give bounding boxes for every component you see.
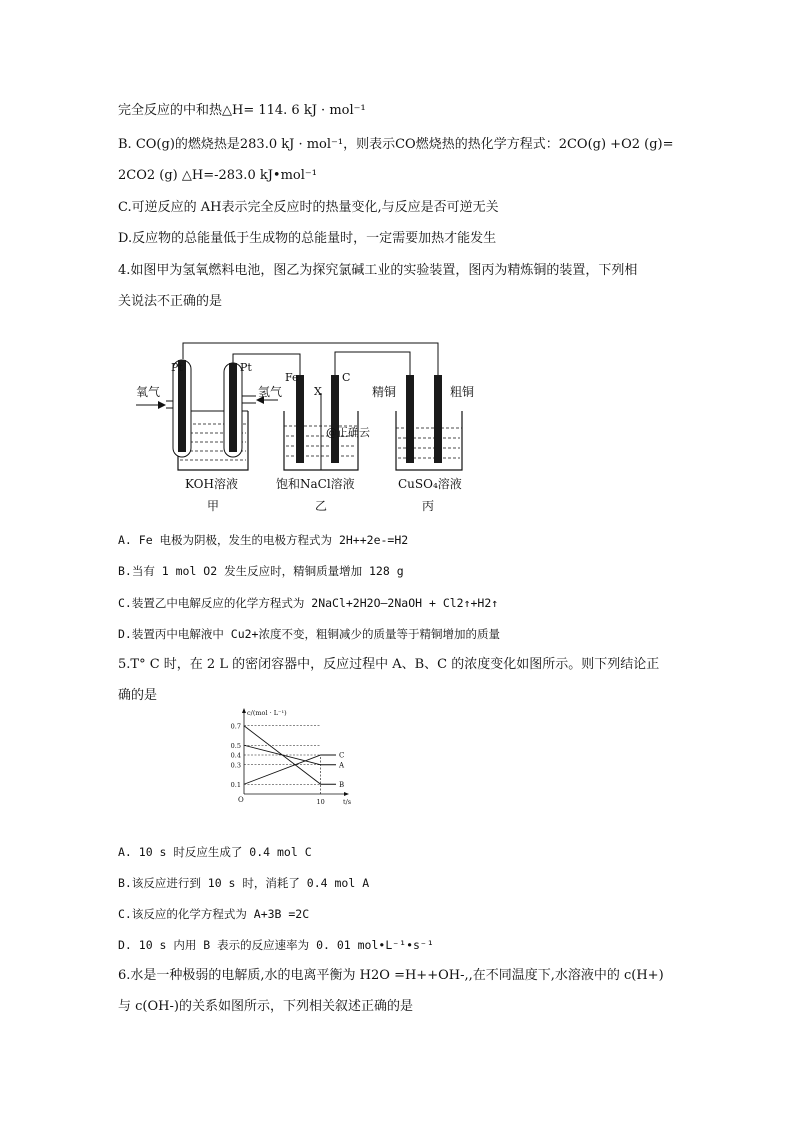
label-pt-left: Pt [171, 361, 183, 374]
question-4-stem-2: 关说法不正确的是 [118, 294, 223, 309]
series-line-C [244, 755, 336, 784]
label-x: X [314, 385, 322, 398]
label-crude-copper: 粗铜 [450, 385, 475, 399]
label-c: C [342, 371, 351, 384]
text-line-1: 完全反应的中和热△H= 114. 6 kJ · mol⁻¹ [118, 103, 366, 118]
question-5-stem-2: 确的是 [118, 688, 158, 703]
label-fe: Fe [285, 371, 299, 384]
option-4D: D.装置丙中电解液中 Cu2+浓度不变，粗铜减少的质量等于精铜增加的质量 [118, 627, 500, 641]
label-oxygen: 氧气 [136, 385, 161, 399]
origin-label: O [238, 796, 244, 804]
y-tick-label-4: 0.1 [230, 780, 241, 789]
option-4B: B.当有 1 mol O2 发生反应时，精铜质量增加 128 g [118, 564, 404, 578]
text-line-4: C.可逆反应的 AH表示完全反应时的热量变化,与反应是否可逆无关 [118, 200, 499, 215]
text-line-2: B. CO(g)的燃烧热是283.0 kJ · mol⁻¹，则表示CO燃烧热的热化学方程式：2CO(g) +O2 (g)= [118, 137, 674, 152]
series-label-A: A [339, 761, 345, 770]
y-tick-label-0: 0.7 [230, 722, 241, 731]
label-solution-jia: KOH溶液 [185, 477, 238, 491]
label-hydrogen: 氢气 [258, 385, 283, 399]
y-axis-arrow [242, 708, 246, 713]
question-6-stem-1: 6.水是一种极弱的电解质,水的电离平衡为 H2O =H++OH-,,在不同温度下,水溶液中的 c(H+) [118, 968, 664, 983]
concentration-chart [222, 706, 352, 806]
option-5B: B.该反应进行到 10 s 时，消耗了 0.4 mol A [118, 876, 370, 890]
x-axis-label: t/s [343, 798, 352, 806]
question-4-stem-1: 4.如图甲为氢氧燃料电池，图乙为探究氯碱工业的实验装置，图丙为精炼铜的装置，下列相 [118, 263, 638, 278]
y-tick-label-1: 0.5 [230, 741, 241, 750]
electrochemistry-apparatus [128, 338, 488, 523]
label-solution-bing: CuSO₄溶液 [398, 477, 462, 491]
label-name-jia: 甲 [207, 499, 220, 513]
option-4A: A. Fe 电极为阴极，发生的电极方程式为 2H++2e-=H2 [118, 533, 409, 547]
option-4C: C.装置乙中电解反应的化学方程式为 2NaCl+2H2O—2NaOH + Cl2↑+H2↑ [118, 596, 499, 610]
y-tick-label-3: 0.3 [230, 761, 241, 770]
x-axis-arrow [344, 792, 349, 796]
series-label-C: C [339, 751, 345, 760]
label-name-bing: 丙 [422, 499, 435, 513]
option-5D: D. 10 s 内用 B 表示的反应速率为 0. 01 mol•L⁻¹•s⁻¹ [118, 938, 434, 952]
y-tick-label-2: 0.4 [230, 751, 241, 760]
watermark: @正确云 [326, 426, 370, 439]
question-6-stem-2: 与 c(OH-)的关系如图所示，下列相关叙述正确的是 [118, 999, 413, 1014]
text-line-3: 2CO2 (g) △H=-283.0 kJ•mol⁻¹ [118, 168, 317, 183]
beaker-jia [136, 360, 278, 470]
label-pt-right: Pt [240, 361, 252, 374]
label-solution-yi: 饱和NaCl溶液 [276, 477, 355, 491]
text-line-5: D.反应物的总能量低于生成物的总能量时，一定需要加热才能发生 [118, 231, 497, 246]
option-5A: A. 10 s 时反应生成了 0.4 mol C [118, 845, 312, 859]
x-tick-label-0: 10 [316, 798, 325, 806]
option-5C: C.该反应的化学方程式为 A+3B =2C [118, 907, 310, 921]
label-fine-copper: 精铜 [372, 385, 397, 399]
series-label-B: B [339, 780, 345, 789]
y-axis-label: c/(mol · L⁻¹) [247, 709, 287, 717]
wire-outer [183, 343, 438, 375]
label-name-yi: 乙 [315, 499, 328, 513]
question-5-stem-1: 5.T° C 时，在 2 L 的密闭容器中，反应过程中 A、B、C 的浓度变化如图所示。则下列结论正 [118, 657, 660, 672]
